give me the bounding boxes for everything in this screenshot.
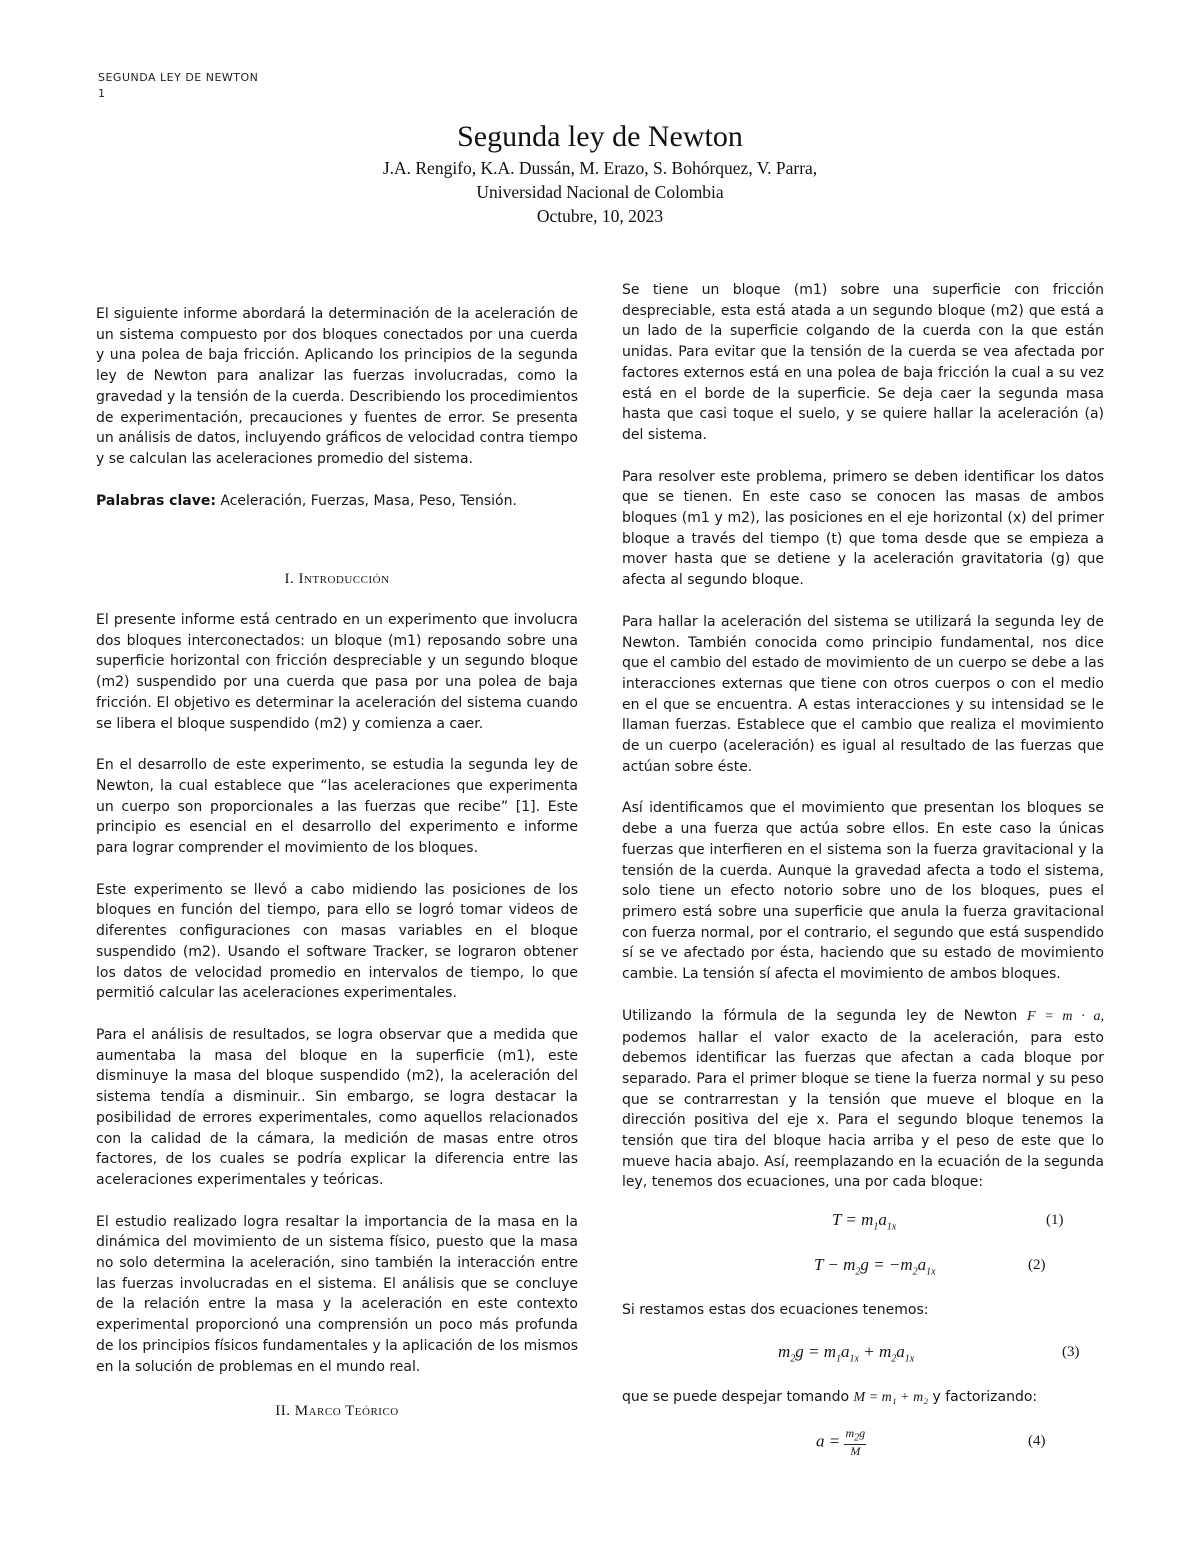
running-head [98, 70, 258, 102]
section-number: I. [284, 571, 295, 588]
section-title: Marco Teórico [294, 1403, 399, 1420]
section-heading-introduccion [96, 569, 578, 590]
section-heading-marco-teorico [96, 1401, 578, 1422]
formula-paragraph-rest: podemos hallar el valor exacto de la aceleración, para esto debemos identificar las fuerzas que afectan a cada bloque por separado. Para el primer bloque se tiene la fuerza normal y su peso que se contrarrestan y la tensión que mueve el bloque en la dirección positiva del eje x. Para el segundo bloque tenemos la tensión que tira del bloque hacia arriba y el peso de este que lo mueve hacia abajo. Así, reemplazando en la ecuación de la segunda ley, tenemos dos ecuaciones, una por cada bloque: [622, 1029, 1104, 1191]
section-number: II. [275, 1403, 291, 1420]
equation-4-expr: a = $\frac{m_2g}{M}$ [816, 1425, 866, 1458]
body-paragraph: Para resolver este problema, primero se deben identificar los datos que se tienen. En este caso se conocen las masas de ambos bloques (m1 y m2), las posiciones en el eje horizontal (x) del primer bloque a través del tiempo (t) que toma desde que se empieza a mover hasta que se detiene y la aceleración gravitatoria (g) que afecta al segundo bloque. [622, 468, 1104, 589]
equation-3-expr: $m_2g = m_1a_{1x} + m_2a_{1x}$ [778, 1341, 915, 1365]
intro-paragraph: El presente informe está centrado en un experimento que involucra dos bloques interconectados: un bloque (m1) reposando sobre una superficie horizontal con fricción despreciable y un segundo bloque (m2) suspendido por una cuerda que pasa por una polea de baja fricción. El objetivo es determinar la aceleración del sistema cuando se libera el bloque suspendido (m2) y comienza a caer. [96, 612, 578, 732]
body-paragraph: Para hallar la aceleración del sistema se utilizará la segunda ley de Newton. También conocida como principio fundamental, nos dice que el cambio del estado de movimiento de un cuerpo se debe a las interacciones externas que tiene con otros cuerpos o con el medio en el que se encuentra. A estas interacciones y su intensidad se le llaman fuerzas. Establece que el cambio que realiza el movimiento de un cuerpo (aceleración) es igual al resultado de las fuerzas que actúan sobre éste. [622, 613, 1104, 775]
formula-intro: Utilizando la fórmula de la segunda ley de Newton [622, 1007, 1018, 1024]
body-paragraph: Se tiene un bloque (m1) sobre una superficie con fricción despreciable, esta está atada a un segundo bloque (m2) que está a un lado de la superficie colgando de la cuerda con la que están unidas. Para evitar que la tensión de la cuerda se vea afectada por factores externos está en una polea de baja fricción la cual a su vez está en el borde de la superficie. Se deja caer la segunda masa hasta que casi toque el suelo, y se quiere hallar la aceleración (a) del sistema. [622, 282, 1104, 443]
affiliation: Universidad Nacional de Colombia [476, 182, 724, 202]
equation-2 [622, 1255, 1104, 1277]
author-list: J.A. Rengifo, K.A. Dussán, M. Erazo, S. Bohórquez, V. Parra, [382, 158, 818, 178]
mass-sum-formula: M = m₁ + m₂ [853, 1389, 929, 1405]
abstract-text: El siguiente informe abordará la determinación de la aceleración de un sistema compuesto por dos bloques conectados por una cuerda y una polea de baja fricción. Aplicando los principios de la segunda ley de Newton para analizar las fuerzas involucradas, como la gravedad y la tensión de la cuerda. Describiendo los procedimientos de experimentación, precauciones y fuentes de error. Se presenta un análisis de datos, incluyendo gráficos de velocidad contra tiempo y se calculan las aceleraciones promedio del sistema. [96, 306, 578, 467]
title-block [300, 118, 900, 228]
intro-paragraph: Para el análisis de resultados, se logra observar que a medida que aumentaba la masa del bloque en la superficie (m1), este disminuye la masa del bloque suspendido (m2), la aceleración del sistema tendía a disminuir.. Sin embargo, se logra destacar la posibilidad de errores experimentales, como aquellos relacionados con la calidad de la cámara, la medición de masas entre otros factores, de los cuales se podría explicar la diferencia entre las aceleraciones experimentales y teóricas. [96, 1026, 578, 1188]
equation-4-number: (4) [1028, 1432, 1046, 1449]
intro-paragraph: El estudio realizado logra resaltar la importancia de la masa en la dinámica del movimiento de un sistema físico, puesto que la masa no solo determina la aceleración, sino también la interacción entre las fuerzas involucradas en el sistema. El análisis que se concluye de la relación entre la masa y la aceleración en este contexto experimental proporcionó una comprensión un poco más profunda de los principios físicos fundamentales y la aplicación de los mismos en la solución de problemas en el mundo real. [96, 1213, 578, 1375]
equation-2-number: (2) [1028, 1257, 1046, 1274]
equation-1-number: (1) [1046, 1212, 1064, 1229]
paper-date: Octubre, 10, 2023 [536, 206, 664, 226]
keywords-label: Palabras clave: [96, 492, 216, 509]
intro-paragraph: En el desarrollo de este experimento, se estudia la segunda ley de Newton, la cual establece que “las aceleraciones que experimenta un cuerpo son proporcionales a las fuerzas que recibe” [1]. Este principio es esencial en el desarrollo del experimento e informe para lograr comprender el movimiento de los bloques. [96, 757, 578, 857]
despejar-post: y factorizando: [932, 1388, 1038, 1405]
newton-formula: F = m · a, [1026, 1008, 1104, 1024]
keywords-list: Aceleración, Fuerzas, Masa, Peso, Tensión. [220, 492, 517, 509]
intro-paragraph: Este experimento se llevó a cabo midiendo las posiciones de los bloques en función del tiempo, para ello se logró tomar videos de diferentes configuraciones con masas variables en el bloque suspendido (m2). Usando el software Tracker, se lograron obtener los datos de velocidad promedio en intervalos de tiempo, lo que permitió calcular las aceleraciones experimentales. [96, 881, 578, 1002]
equation-3-number: (3) [1062, 1343, 1080, 1360]
left-column [96, 280, 578, 1422]
body-paragraph: Así identificamos que el movimiento que presentan los bloques se debe a una fuerza que actúa sobre ellos. En este caso la únicas fuerzas que interfieren en el sistema son la fuerza gravitacional y la tensión de la cuerda. Aunque la gravedad afecta a todo el sistema, solo tiene un efecto notorio sobre uno de los bloques, pues el primero está sobre una superficie que anula la fuerza gravitacional con fuerza normal, por el contrario, el segundo que está suspendido sí se ve afectado por ésta, haciendo que su estado de movimiento cambie. La tensión sí afecta el movimiento de ambos bloques. [622, 800, 1104, 983]
equation-3 [622, 1342, 1104, 1364]
despejar-pre: que se puede despejar tomando [622, 1388, 850, 1405]
formula-paragraph [622, 1006, 1104, 1193]
keywords [96, 491, 578, 512]
fraction: $\frac{m_2g}{M}$ [845, 1425, 866, 1458]
equation-4 [622, 1425, 1104, 1458]
page-number: 1 [98, 87, 106, 100]
despejar-paragraph [622, 1387, 1104, 1409]
paper-title: Segunda ley de Newton [457, 120, 743, 153]
equation-1-expr: $T = m_1a_{1x}$ [832, 1210, 897, 1233]
subtract-text: Si restamos estas dos ecuaciones tenemos: [622, 1302, 929, 1319]
running-head-title: SEGUNDA LEY DE NEWTON [98, 71, 259, 84]
equation-2-expr: $T - m_2g = -m_2a_{1x}$ [814, 1255, 936, 1278]
equation-1 [622, 1210, 1104, 1232]
right-column [622, 280, 1104, 1478]
section-title: Introducción [298, 571, 390, 588]
